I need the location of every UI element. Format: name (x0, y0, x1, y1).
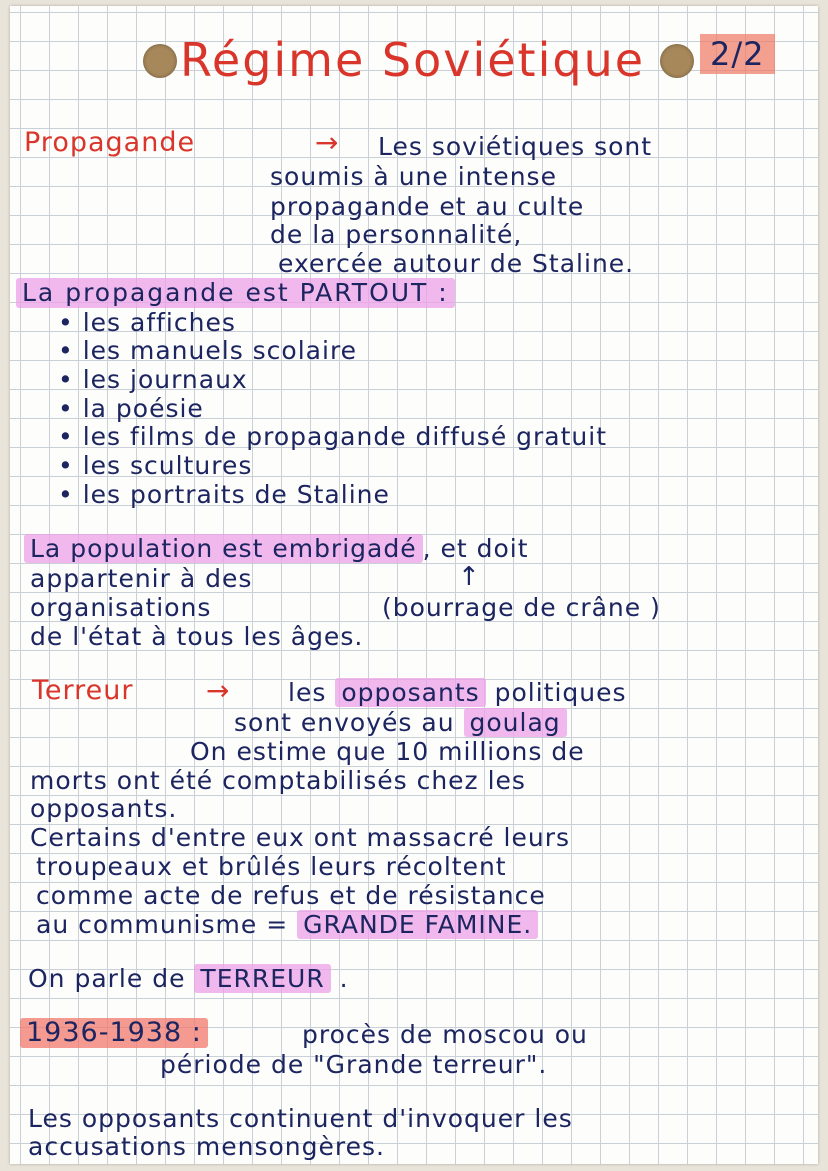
highlight-opposants: opposants (335, 678, 485, 707)
binder-hole (660, 44, 694, 78)
bullet-icon: • (58, 480, 83, 509)
highlight-embrigade: La population est embrigadé (24, 534, 423, 563)
proces-line: période de "Grande terreur". (160, 1050, 548, 1079)
propagande-partout-heading: La propagande est PARTOUT : (16, 278, 455, 308)
terreur-line: au communisme = GRANDE FAMINE. (36, 910, 538, 940)
propagande-line: exercée autour de Staline. (278, 249, 635, 278)
bullet-icon: • (58, 394, 83, 423)
population-note: (bourrage de crâne ) (382, 593, 661, 622)
terreur-line: On estime que 10 millions de (190, 737, 585, 766)
bullet-icon: • (58, 422, 83, 451)
proces-line: procès de moscou ou (302, 1020, 588, 1049)
section-label-terreur: Terreur (32, 675, 134, 706)
page-title: Régime Soviétique (180, 33, 646, 87)
bullet-icon: • (58, 336, 83, 365)
propagande-line: Les soviétiques sont (378, 132, 653, 161)
proces-line: accusations mensongères. (28, 1132, 385, 1161)
terreur-line: les opposants politiques (288, 678, 627, 707)
arrow-right-icon: → (206, 674, 231, 707)
terreur-line: Certains d'entre eux ont massacré leurs (30, 823, 571, 852)
bullet-icon: • (58, 308, 83, 337)
dates-highlight: 1936-1938 : (20, 1018, 208, 1048)
population-line: appartenir à des (30, 564, 253, 593)
terreur-line: troupeaux et brûlés leurs récoltent (36, 852, 507, 881)
bullet-icon: • (58, 365, 83, 394)
list-item: • les portraits de Staline (58, 480, 390, 509)
terreur-line: morts ont été comptabilisés chez les (30, 766, 526, 795)
propagande-line: de la personnalité, (270, 220, 523, 249)
list-item: • les journaux (58, 365, 248, 394)
propagande-line: soumis à une intense (270, 162, 557, 191)
terreur-line: opposants. (30, 794, 178, 823)
binder-hole (143, 44, 177, 78)
population-line: de l'état à tous les âges. (30, 622, 364, 651)
list-item: • les scultures (58, 451, 253, 480)
highlight-terreur: TERREUR (194, 964, 330, 993)
bullet-icon: • (58, 451, 83, 480)
list-item: • les films de propagande diffusé gratuit (58, 422, 608, 451)
list-item: • la poésie (58, 394, 204, 423)
arrow-up-icon: ↑ (458, 562, 481, 592)
list-item: • les affiches (58, 308, 236, 337)
terreur-line: sont envoyés au goulag (234, 708, 567, 738)
proces-line: Les opposants continuent d'invoquer les (28, 1104, 573, 1133)
propagande-line: propagande et au culte (270, 192, 585, 221)
terreur-line: comme acte de refus et de résistance (36, 881, 546, 910)
terreur-conclusion: On parle de TERREUR . (28, 964, 349, 993)
highlight-grande-famine: GRANDE FAMINE. (297, 910, 538, 939)
notebook-page (10, 6, 818, 1164)
highlight-goulag: goulag (464, 708, 567, 737)
page-number: 2/2 (700, 34, 775, 74)
section-label-propagande: Propagande (24, 127, 196, 158)
population-line: organisations (30, 593, 212, 622)
list-item: • les manuels scolaire (58, 336, 358, 365)
population-line: La population est embrigadé , et doit (24, 534, 529, 564)
arrow-right-icon: → (315, 126, 340, 159)
